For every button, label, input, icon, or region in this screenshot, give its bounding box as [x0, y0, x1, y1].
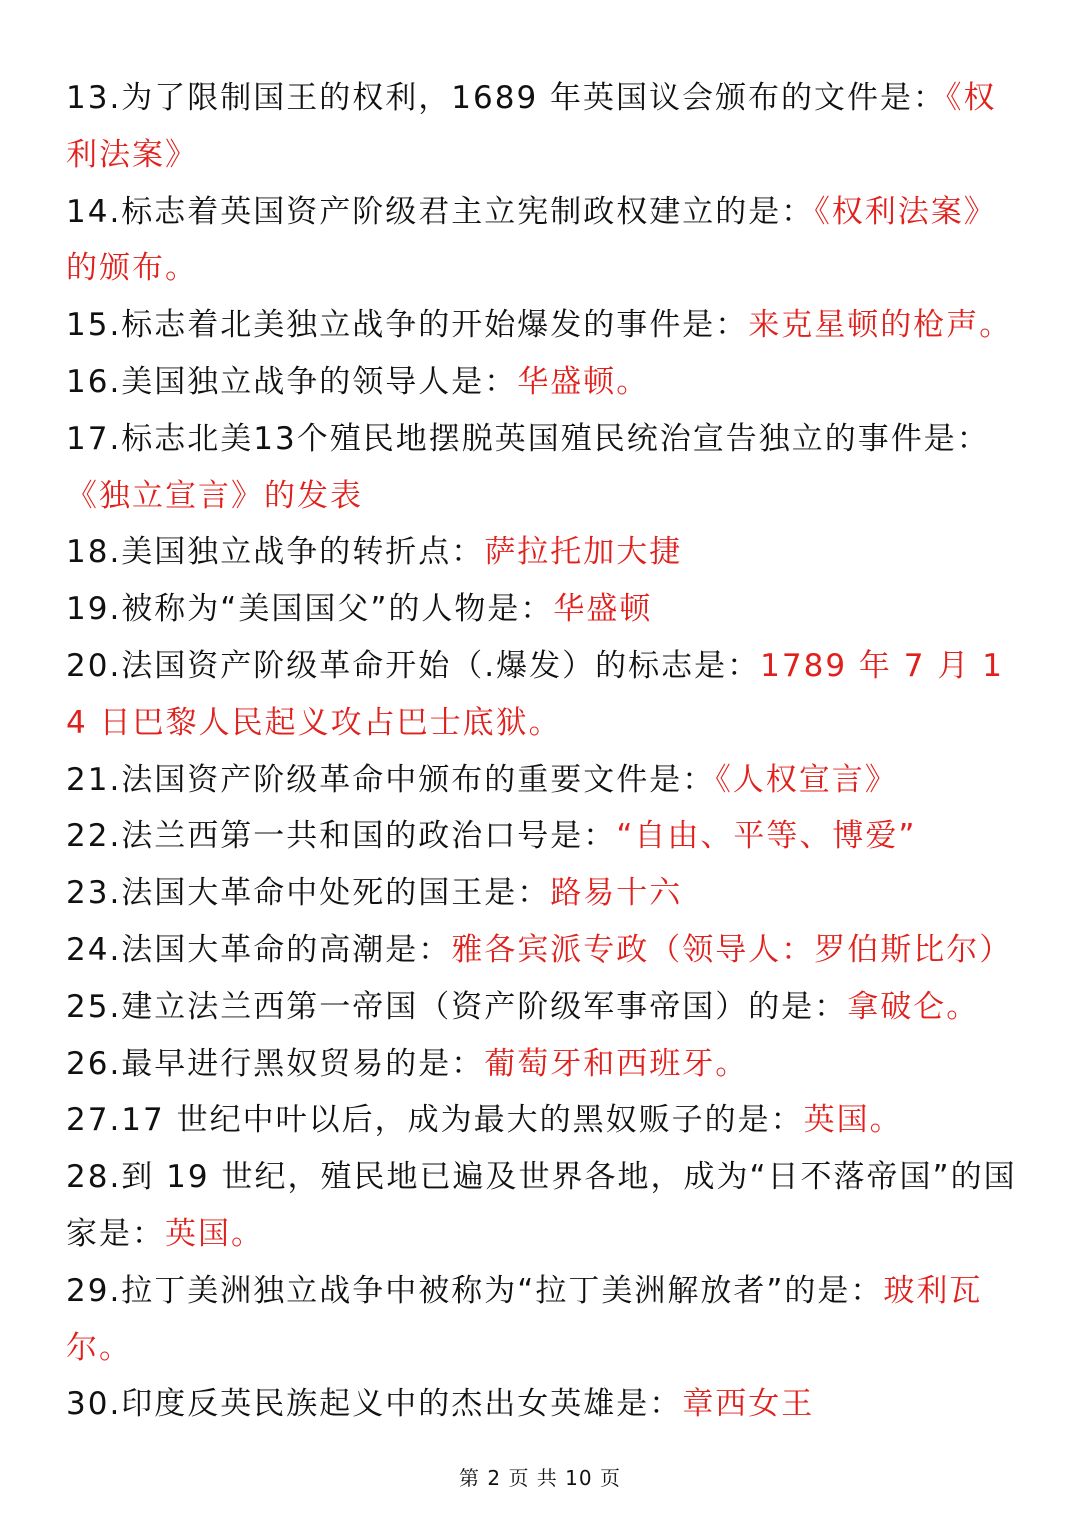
answer-text: 华盛顿 [553, 591, 653, 628]
qa-item-18 [66, 524, 1021, 581]
answer-text: “自由、平等、博爱” [616, 818, 917, 855]
answer-text: 萨拉托加大捷 [484, 534, 683, 571]
answer-text: 英国。 [165, 1215, 264, 1252]
answer-text: 葡萄牙和西班牙。 [484, 1045, 749, 1082]
question-text: 23.法国大革命中处死的国王是： [66, 875, 551, 912]
answer-text: 路易十六 [550, 875, 683, 912]
question-text: 28.到 19 世纪，殖民地已遍及世界各地，成为“日不落帝国”的国家是： [66, 1159, 1017, 1252]
qa-item-16 [66, 354, 1021, 411]
answer-text: 《人权宣言》 [715, 761, 898, 798]
answer-text: 章西女王 [682, 1386, 815, 1423]
qa-item-30 [66, 1376, 1021, 1433]
qa-item-15 [66, 297, 1021, 354]
question-text: 18.美国独立战争的转折点： [66, 534, 485, 571]
qa-item-25 [66, 979, 1021, 1036]
qa-item-26 [66, 1036, 1021, 1093]
answer-text: 雅各宾派专政（领导人：罗伯斯比尔） [451, 931, 1013, 968]
qa-item-24 [66, 922, 1021, 979]
qa-item-17 [66, 411, 1021, 525]
qa-item-29 [66, 1263, 1021, 1377]
answer-text: 玻利瓦尔。 [66, 1272, 983, 1366]
qa-item-21 [66, 752, 1021, 809]
question-text: 19.被称为“美国国父”的人物是： [66, 591, 554, 628]
qa-item-27 [66, 1092, 1021, 1149]
qa-item-23 [66, 865, 1021, 922]
question-text: 21.法国资产阶级革命中颁布的重要文件是： [66, 761, 716, 798]
question-text: 14.标志着英国资产阶级君主立宪制政权建立的是： [66, 193, 815, 230]
qa-item-13 [66, 70, 1021, 184]
answer-text: 《独立宣言》的发表 [66, 477, 363, 514]
qa-item-14 [66, 184, 1021, 298]
question-text: 13.为了限制国王的权利，1689 年英国议会颁布的文件是： [66, 80, 947, 116]
question-text: 24.法国大革命的高潮是： [66, 931, 452, 968]
answer-text: 1789 年 7 月 14 日巴黎人民起义攻占巴士底狱。 [66, 647, 1004, 741]
question-text: 22.法兰西第一共和国的政治口号是： [66, 818, 617, 855]
answer-text: 拿破仑。 [847, 988, 980, 1025]
qa-item-19 [66, 581, 1021, 638]
page-footer: 第 2 页 共 10 页 [459, 1466, 621, 1490]
question-text: 29.拉丁美洲独立战争中被称为“拉丁美洲解放者”的是： [66, 1272, 884, 1309]
answer-text: 《权利法案》 [66, 80, 997, 173]
question-text: 25.建立法兰西第一帝国（资产阶级军事帝国）的是： [66, 988, 848, 1025]
question-text: 17.标志北美13个殖民地摆脱英国殖民统治宣告独立的事件是： [66, 420, 990, 457]
answer-text: 华盛顿。 [517, 363, 650, 400]
qa-item-22 [66, 808, 1021, 865]
qa-item-28 [66, 1149, 1021, 1263]
question-text: 15.标志着北美独立战争的开始爆发的事件是： [66, 307, 749, 344]
answer-text: 来克星顿的枪声。 [748, 307, 1013, 344]
qa-item-20 [66, 638, 1021, 752]
question-text: 26.最早进行黑奴贸易的是： [66, 1045, 485, 1082]
question-text: 30.印度反英民族起义中的杰出女英雄是： [66, 1386, 683, 1423]
answer-text: 英国。 [803, 1102, 903, 1139]
qa-list [66, 70, 1021, 1433]
question-text: 20.法国资产阶级革命开始（.爆发）的标志是： [66, 647, 761, 684]
answer-text: 《权利法案》的颁布。 [66, 193, 997, 287]
question-text: 27.17 世纪中叶以后，成为最大的黑奴贩子的是： [66, 1102, 804, 1139]
question-text: 16.美国独立战争的领导人是： [66, 363, 518, 400]
